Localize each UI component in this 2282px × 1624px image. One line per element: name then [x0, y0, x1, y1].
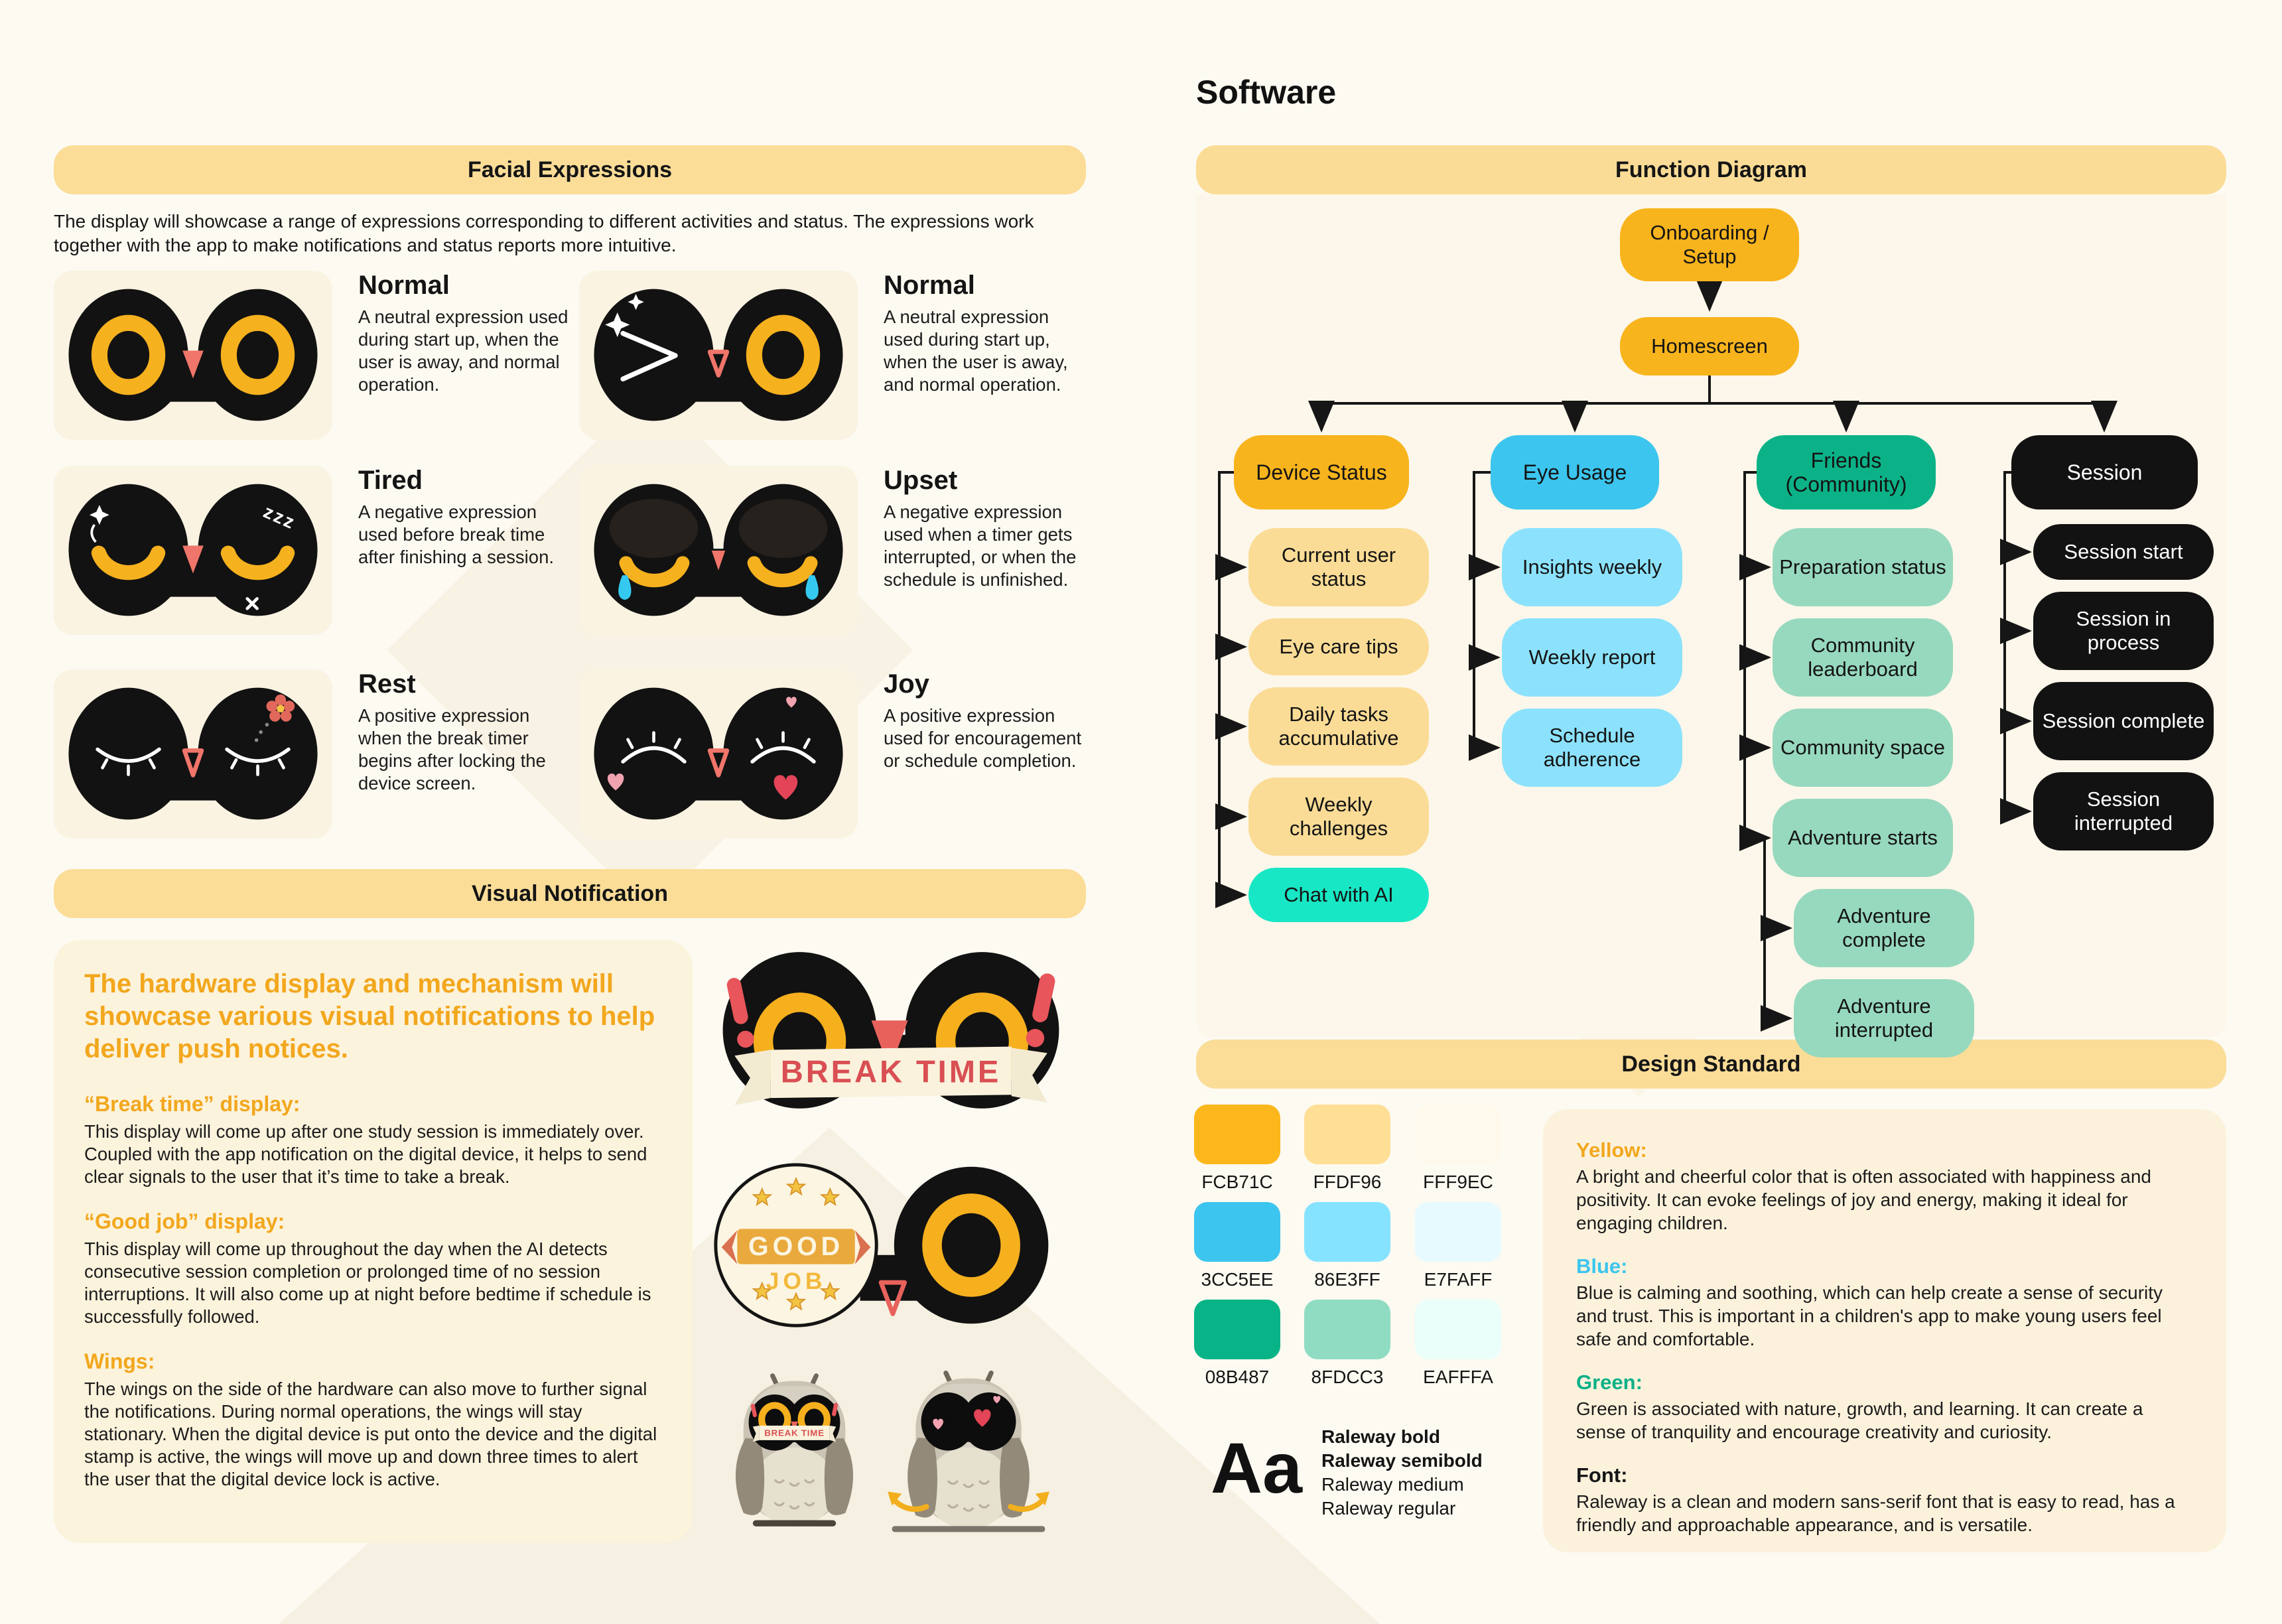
node-daily-tasks-accumulative — [1248, 687, 1429, 766]
normal-wink-face-icon — [589, 277, 848, 434]
node-label: Friends (Community) — [1785, 448, 1907, 496]
green-note-body: Green is associated with nature, growth, and learning. It can create a sense of tranquility and encourage creativity and curiosity. — [1576, 1398, 2143, 1442]
node-community-leaderboard — [1773, 618, 1953, 697]
node-preparation-status — [1773, 528, 1953, 606]
swatch-label: 86E3FF — [1314, 1269, 1380, 1290]
yellow-note-body: A bright and cheerful color that is often associated with happiness and positivity. It can evoke feelings of joy and energy, making it ideal for engaging children. — [1576, 1166, 2151, 1233]
node-current-user-status — [1248, 528, 1429, 606]
expression-title: Rest — [358, 669, 416, 699]
node-label: Community leaderboard — [1808, 634, 1918, 681]
expression-desc: A positive expression used for encouragement or schedule completion. — [884, 705, 1082, 771]
node-eye-usage — [1491, 435, 1659, 509]
expression-desc: A positive expression when the break timer begins after locking the device screen. — [358, 705, 546, 793]
node-community-space — [1773, 709, 1953, 787]
expression-joy-text — [884, 669, 1086, 772]
node-label: Weekly report — [1528, 645, 1656, 669]
wings-heading: Wings: — [84, 1349, 155, 1373]
design-notes-box — [1543, 1109, 2226, 1552]
expression-title: Normal — [884, 271, 975, 300]
node-label: Preparation status — [1779, 555, 1946, 578]
break-time-mini-label: BREAK TIME — [764, 1428, 825, 1438]
facial-expressions-banner-label: Facial Expressions — [467, 157, 673, 182]
swatch-08b487 — [1194, 1300, 1280, 1359]
node-label: Chat with AI — [1284, 883, 1394, 906]
node-schedule-adherence — [1502, 709, 1682, 787]
sleep-zzz-icon: zzz — [260, 501, 299, 533]
blue-note-body: Blue is calming and soothing, which can help create a sense of security and trust. This is important in a children's app to make young users feel safe and comfortable. — [1576, 1282, 2163, 1349]
expression-desc: A neutral expression used during start up, when the user is away, and normal operation. — [884, 306, 1068, 395]
expression-upset-card — [579, 466, 858, 635]
node-label: Device Status — [1256, 460, 1387, 484]
swatch-3cc5ee — [1194, 1202, 1280, 1262]
swatch-label: FCB71C — [1201, 1172, 1273, 1192]
swatch-86e3ff — [1304, 1202, 1390, 1262]
expression-desc: A negative expression used before break time after finishing a session. — [358, 502, 555, 567]
expression-upset-text — [884, 466, 1086, 591]
owl-robot-icon — [882, 1347, 1055, 1552]
swatch-label: 3CC5EE — [1201, 1269, 1274, 1290]
notification-lead: The hardware display and mechanism will showcase various visual notifications to help deliver push notices. — [84, 969, 655, 1063]
facial-expressions-banner — [54, 145, 1086, 194]
expression-normal-wink-card — [579, 271, 858, 440]
expression-rest-text — [358, 669, 577, 795]
expression-joy-card — [579, 669, 858, 839]
design-standard-banner — [1196, 1040, 2226, 1089]
good-job-heading: “Good job” display: — [84, 1209, 285, 1233]
green-note-heading: Green: — [1576, 1371, 1643, 1394]
blue-note-heading: Blue: — [1576, 1254, 1628, 1278]
node-session — [2011, 435, 2198, 509]
node-session-interrupted — [2033, 772, 2214, 850]
swatch-eafffa — [1415, 1300, 1501, 1359]
break-time-body: This display will come up after one study session is immediately over. Coupled with the app notification on the digital device, it helps to send clear signals to the user that it’s time to take a break. — [84, 1121, 647, 1187]
upset-face-icon — [589, 472, 848, 629]
normal-face-icon — [64, 277, 322, 434]
type-specimen: Aa — [1211, 1428, 1303, 1508]
node-device-status — [1234, 435, 1409, 509]
swatch-fcb71c — [1194, 1105, 1280, 1164]
break-time-heading: “Break time” display: — [84, 1092, 301, 1116]
swatch-8fdcc3 — [1304, 1300, 1390, 1359]
wings-body: The wings on the side of the hardware can also move to further signal the notifications. During normal operations, the wings will stay stationary. When the digital device is put onto the device and the digital stamp is active, the wings will move up and down three times to alert the user that the digital device lock is active. — [84, 1379, 657, 1489]
expression-tired-text — [358, 466, 577, 569]
visual-notification-banner-label: Visual Notification — [472, 880, 668, 906]
swatch-label: 8FDCC3 — [1311, 1367, 1384, 1387]
expression-rest-card — [54, 669, 332, 839]
node-session-in-process — [2033, 592, 2214, 670]
function-diagram-banner — [1196, 145, 2226, 194]
node-adventure-starts — [1773, 799, 1953, 877]
good-job-body: This display will come up throughout the day when the AI detects consecutive session completion or prolonged time of no session interruptions. It will also come up at night before bedtime if schedule is successfully followed. — [84, 1239, 651, 1327]
tired-face-icon — [64, 472, 322, 629]
expression-title: Upset — [884, 466, 958, 495]
design-standard-banner-label: Design Standard — [1621, 1051, 1801, 1077]
font-note-body: Raleway is a clean and modern sans-serif font that is easy to read, has a friendly and approachable appearance, and is versatile. — [1576, 1491, 2175, 1535]
job-label: JOB — [766, 1268, 827, 1295]
node-weekly-challenges — [1248, 778, 1429, 856]
node-label: Schedule adherence — [1543, 724, 1641, 771]
expression-title: Tired — [358, 466, 423, 495]
node-label: Eye care tips — [1279, 635, 1398, 658]
swatch-label: 08B487 — [1205, 1367, 1270, 1387]
break-time-display-illustration — [708, 943, 1073, 1123]
expression-normal-wink-text — [884, 271, 1086, 396]
visual-notification-banner — [54, 869, 1086, 918]
expression-desc: A neutral expression used during start up, when the user is away, and normal operation. — [358, 306, 569, 395]
good-label: GOOD — [748, 1231, 844, 1261]
facial-expressions-intro: The display will showcase a range of expressions corresponding to different activities and status. The expressions work together with the app to make notifications and status reports more intuitive. — [54, 211, 1034, 255]
swatch-label: FFDF96 — [1313, 1172, 1382, 1192]
good-job-display-illustration — [708, 1157, 1064, 1337]
node-label: Daily tasks accumulative — [1278, 703, 1399, 750]
owl-robot-wings-illustration — [882, 1347, 1055, 1556]
node-session-start — [2033, 524, 2214, 580]
node-adventure-interrupted — [1794, 979, 1974, 1057]
break-time-face-icon — [708, 943, 1073, 1120]
node-label: Adventure complete — [1837, 904, 1931, 951]
owl-robot-icon — [716, 1347, 872, 1552]
owl-robot-breaktime-illustration — [716, 1347, 872, 1556]
font-weight-list — [1321, 1425, 1483, 1521]
node-weekly-report — [1502, 618, 1682, 697]
node-label: Session — [2066, 460, 2143, 484]
swatch-label: E7FAFF — [1424, 1269, 1493, 1290]
node-friends-community — [1757, 435, 1936, 509]
joy-face-icon — [589, 675, 848, 833]
node-homescreen — [1620, 317, 1799, 375]
expression-title: Joy — [884, 669, 929, 699]
swatch-label: FFF9EC — [1423, 1172, 1493, 1192]
node-insights-weekly — [1502, 528, 1682, 606]
node-label: Insights weekly — [1522, 555, 1662, 578]
font-weight-item: Raleway regular — [1321, 1498, 1456, 1519]
node-session-complete — [2033, 682, 2214, 760]
yellow-note-heading: Yellow: — [1576, 1138, 1647, 1162]
node-label: Session in process — [2076, 607, 2171, 654]
swatch-fff9ec — [1415, 1105, 1501, 1164]
node-label: Onboarding / Setup — [1650, 221, 1769, 268]
rest-face-icon — [64, 675, 322, 833]
node-label: Session complete — [2042, 709, 2205, 732]
swatch-e7faff — [1415, 1202, 1501, 1262]
font-weight-item: Raleway medium — [1321, 1474, 1464, 1495]
node-label: Adventure starts — [1788, 826, 1938, 849]
font-weight-item: Raleway semibold — [1321, 1450, 1483, 1471]
node-label: Adventure interrupted — [1834, 994, 1934, 1042]
visual-notification-textbox — [54, 940, 693, 1543]
good-job-face-icon — [708, 1157, 1064, 1333]
node-label: Eye Usage — [1522, 460, 1627, 484]
expression-desc: A negative expression used when a timer gets interrupted, or when the schedule is unfinished. — [884, 502, 1077, 590]
node-label: Homescreen — [1651, 334, 1768, 358]
node-label: Community space — [1780, 736, 1946, 759]
expression-title: Normal — [358, 271, 450, 300]
node-label: Session start — [2064, 540, 2183, 563]
font-weight-item: Raleway bold — [1321, 1426, 1440, 1447]
node-onboarding-setup — [1620, 208, 1799, 281]
swatch-label: EAFFFA — [1423, 1367, 1493, 1387]
node-adventure-complete — [1794, 889, 1974, 967]
expression-tired-card — [54, 466, 332, 635]
font-note-heading: Font: — [1576, 1463, 1628, 1487]
expression-normal-card — [54, 271, 332, 440]
swatch-ffdf96 — [1304, 1105, 1390, 1164]
node-eye-care-tips — [1248, 618, 1429, 675]
expression-normal-text — [358, 271, 577, 396]
node-chat-with-ai — [1248, 868, 1429, 922]
function-diagram-banner-label: Function Diagram — [1615, 157, 1808, 182]
break-time-label: BREAK TIME — [780, 1053, 1002, 1089]
software-title: Software — [1196, 74, 1337, 111]
node-label: Session interrupted — [2074, 787, 2173, 835]
node-label: Weekly challenges — [1289, 793, 1388, 840]
node-label: Current user status — [1281, 543, 1396, 590]
